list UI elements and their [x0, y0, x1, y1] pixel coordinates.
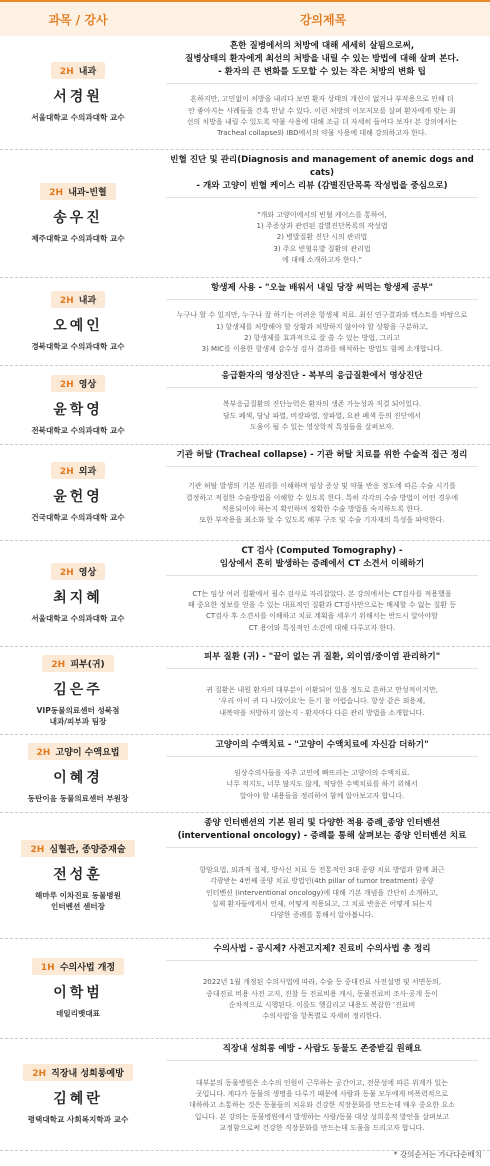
lecture-row: [0, 647, 490, 735]
lecture-title: 수의사법 - 공시제? 사전고지제? 진료비 수의사법 총 정리: [166, 943, 478, 961]
hours-label: 2H: [30, 844, 45, 855]
subject-label: 피부(귀): [70, 659, 105, 670]
instructor-name: 김은주: [53, 681, 103, 698]
subject-chip: [21, 840, 134, 857]
table-header: [0, 0, 490, 36]
lecture-cell: [156, 541, 490, 646]
subject-chip: [51, 291, 105, 308]
subject-chip: [51, 62, 105, 79]
hours-label: 1H: [40, 963, 55, 973]
instructor-cell: [0, 36, 156, 149]
instructor-cell: [0, 150, 156, 277]
hours-label: 2H: [59, 568, 74, 578]
instructor-cell: [0, 647, 156, 734]
subject-label: 내과: [78, 296, 97, 306]
lecture-title: 고양이의 수액치료 - "고양이 수액치료에 자신감 더하기": [166, 739, 478, 757]
instructor-cell: [0, 445, 156, 540]
instructor-name: 오예인: [53, 318, 103, 334]
lecture-title: 직장내 성희롱 예방 - 사람도 동물도 존중받길 원해요: [166, 1043, 478, 1061]
lecture-title: CT 검사 (Computed Tomography) - 임상에서 흔히 발생하는 증례에서 CT 소견서 이해하기: [166, 545, 478, 576]
subject-label: 심혈관, 종양중재술: [49, 844, 126, 855]
hours-label: 2H: [59, 467, 74, 477]
lecture-description: CT는 임상 여러 질환에서 필수 검사로 자리잡았다. 본 강의에서는 CT검사를 적용했을 때 중요한 정보를 얻을 수 있는 대표적인 질환과 CT검사만으로는 배제할 수 없는 질환 등 CT검사 후 소견서를 이해하고 치료 계획을 세우기 위해서는 반드시 알아야할 CT 용어와 특징적인 소견에 대해 다루고자 한다.: [188, 589, 456, 632]
lecture-row: [0, 541, 490, 647]
subject-chip: [51, 375, 105, 392]
hours-label: 2H: [51, 659, 66, 670]
lecture-row: [0, 366, 490, 445]
subject-label: 영상: [78, 568, 97, 578]
subject-chip: [23, 1064, 133, 1081]
hours-label: 2H: [59, 296, 74, 306]
instructor-cell: [0, 813, 156, 938]
lecture-cell: [156, 813, 490, 938]
lecture-description: 항암요법, 외과적 절제, 방사선 치료 등 전통적인 3대 종양 치료 방법과 함께 최근 각광받는 4번째 종양 치료 방법인(4th pillar of tumor treatment) 종양 인터벤션 (interventional oncology)에 대해 기본 개념을 간단히 소개하고, 실제 환자들에게서 언제, 어떻게 적용되고, 그 치료 반응은 어떻게 되는지 다양한 증례를 통해서 알아봅니다.: [199, 866, 445, 920]
subject-label: 직장내 성희롱예방: [51, 1069, 124, 1079]
lecture-description: 임상수의사들을 자주 고민에 빠뜨리는 고양이의 수액치료. 너무 적지도, 너무 많지도 않게, 적당한 수액치료를 하기 위해서 알아야 할 내용들을 정리하여 함께 알아보고자 합니다.: [226, 768, 418, 800]
instructor-name: 김혜란: [53, 1091, 103, 1107]
lecture-row: [0, 150, 490, 278]
instructor-affiliation: 경북대학교 수의과대학 교수: [31, 342, 125, 351]
instructor-name: 서경원: [53, 89, 103, 105]
instructor-affiliation: 해마루 이차진료 동물병원 인터벤션 센터장: [35, 890, 121, 911]
lecture-cell: [156, 735, 490, 812]
instructor-affiliation: 건국대학교 수의과대학 교수: [31, 513, 125, 522]
subject-chip: [51, 462, 105, 479]
lecture-description: 기관 허탈 발생의 기본 원리를 이해하며 임상 증상 및 약물 반응 정도에 따른 수술 시기를 결정하고 적절한 수술방법을 이해할 수 있도록 한다. 특히 각각의 수술 방법이 어떤 경우에 적용되어야 하는지 확인하며 정확한 수술 방법을 숙지하도록 한다. 또한 부작용을 최소화 할 수 있도록 해부 구조 및 수술 기자재의 특성을 파악한다.: [185, 482, 459, 525]
hours-label: 2H: [59, 379, 74, 390]
lecture-title: 기관 허탈 (Tracheal collapse) - 기관 허탈 치료를 위한 수술적 접근 정리: [166, 449, 478, 467]
lecture-title: 피부 질환 (귀) - "끝이 없는 귀 질환, 외이염/중이염 관리하기": [166, 651, 478, 669]
subject-label: 영상: [78, 379, 97, 390]
instructor-affiliation: 평택대학교 사회복지학과 교수: [27, 1115, 129, 1124]
hours-label: 2H: [59, 67, 74, 77]
lecture-cell: [156, 150, 490, 277]
lecture-description: 복부응급질환의 진단능력은 환자의 생존 가능성과 직결 되어있다. 담도 폐색, 담낭 파열, 비장파열, 장파열, 요관 폐색 등의 진단에서 도움이 될 수 있는 영상학적 특징들을 살펴보자.: [222, 400, 422, 432]
lecture-cell: [156, 278, 490, 365]
subject-chip: [42, 655, 113, 672]
header-subject-instructor: 과목 / 강사: [48, 12, 108, 27]
subject-chip: [28, 743, 129, 760]
ordering-footnote: * 강의순서는 가나다순배치: [393, 1150, 482, 1159]
instructor-cell: [0, 366, 156, 444]
instructor-name: 윤학영: [53, 401, 103, 418]
instructor-name: 전성훈: [53, 866, 103, 883]
instructor-cell: [0, 278, 156, 365]
lecture-title: 항생제 사용 - "오늘 배워서 내일 당장 써먹는 항생제 공부": [166, 282, 478, 300]
instructor-cell: [0, 1039, 156, 1150]
instructor-affiliation: 제주대학교 수의과대학 교수: [31, 234, 125, 243]
lecture-row: [0, 278, 490, 366]
instructor-affiliation: 서울대학교 수의과대학 교수: [31, 614, 125, 623]
lecture-description: 귀 질환은 내원 환자의 대부분이 이환되어 있을 정도로 흔하고 만성적이지만, '우리 아이 귀 다 나았어요'는 듣기 참 어렵습니다. 항상 같은 외용제, 내복약을 처방하지 않는지 - 환자마다 다른 관리 방법을 소개합니다.: [206, 685, 438, 717]
subject-label: 내과-빈혈: [68, 188, 107, 198]
lecture-cell: [156, 366, 490, 444]
subject-label: 수의사법 개정: [59, 963, 116, 973]
instructor-affiliation: 서울대학교 수의과대학 교수: [31, 113, 125, 122]
instructor-name: 윤헌영: [53, 489, 103, 505]
lecture-description: 2022년 1월 개정된 수의사법에 따라, 수술 등 중대진료 사전설명 및 서면동의, 중대진료 비용 사전 고지, 진찰 등 진료비용 게시, 동물진료비 조사·공개 등이 순차적으로 시행된다. 이를도 헷갈리고 내용도 복잡한 '진료비 수의사법'을 항목별로 자세히 정리한다.: [202, 978, 442, 1021]
lecture-row: [0, 939, 490, 1039]
hours-label: 2H: [36, 748, 51, 758]
lecture-description: 대부분의 동물병원은 소수의 인원이 근무하는 공간이고, 전문성에 따른 위계가 있는 곳입니다. 게다가 동물의 생명을 다루기 때문에 사람과 동물 모두에게 비폭력적으로 대하하고 소통하는 것은 동물들의 치유와 건강한 직장문화를 만드는데 매우 중요한 요소 입니다. 본 강의는 동물병원에서 발생하는 사람/동물 대상 성희롱적 발언을 살펴보고 교정함으로써 건강한 직장문화를 만드는데 도움을 드리고자 합니다.: [189, 1078, 455, 1132]
instructor-affiliation: 동탄이음 동물의료센터 부원장: [27, 794, 129, 803]
lecture-row: [0, 813, 490, 939]
subject-chip: [51, 563, 105, 580]
lecture-cell: [156, 36, 490, 149]
lecture-title: 종양 인터벤션의 기본 원리 및 다양한 적용 증례_종양 인터벤션 (interventional oncology) - 증례를 통해 살펴보는 종양 인터벤션 치료: [166, 817, 478, 848]
lecture-row: [0, 36, 490, 150]
instructor-affiliation: VIP동물의료센터 성북점 내과/피부과 팀장: [36, 705, 120, 726]
lecture-title: 흔한 질병에서의 처방에 대해 세세히 살핌으로써, 질병상태의 환자에게 최선의 처방을 내릴 수 있는 방법에 대해 살펴 본다. - 환자의 큰 변화를 도모할 수 있는 작은 처방의 변화 팁: [166, 40, 478, 84]
subject-label: 고양이 수액요법: [55, 748, 120, 758]
instructor-affiliation: 데일리벳대표: [55, 1009, 100, 1018]
header-lecture-title: 강의제목: [299, 12, 347, 27]
lecture-row: [0, 1039, 490, 1151]
instructor-affiliation: 전북대학교 수의과대학 교수: [31, 425, 125, 435]
lecture-title: 응급환자의 영상진단 - 복부의 응급질환에서 영상진단: [166, 370, 478, 388]
subject-label: 내과: [78, 67, 97, 77]
subject-chip: [40, 183, 115, 200]
lecture-row: [0, 445, 490, 541]
instructor-name: 이학범: [53, 985, 103, 1001]
instructor-name: 이혜경: [53, 770, 103, 786]
lecture-cell: [156, 1039, 490, 1150]
lecture-title: 빈혈 진단 및 관리(Diagnosis and management of anemic dogs and cats) - 개와 고양이 빈혈 케이스 리뷰 (감별진단목록 작성법을 중심으로): [166, 154, 478, 198]
lecture-cell: [156, 939, 490, 1038]
lecture-rows: [0, 36, 490, 1151]
lecture-cell: [156, 445, 490, 540]
instructor-name: 최지혜: [53, 590, 103, 606]
instructor-cell: [0, 939, 156, 1038]
subject-label: 외과: [78, 467, 97, 477]
hours-label: 2H: [49, 188, 64, 198]
lecture-row: [0, 735, 490, 813]
subject-chip: [32, 958, 124, 975]
instructor-name: 송우진: [53, 210, 103, 226]
lecture-description: 흔하지만, 고민없이 처방을 내리다 보면 환자 상태의 개선이 없거나 부작용으로 인해 더 안 좋아지는 사례들을 간혹 만날 수 있다. 이런 처방의 이모저모를 살펴 환자에게 맞는 최 선의 처방을 내릴 수 있도록 약물 사용에 대해 조금 더 자세히 들여다 보자! 본 강의에서는 Tracheal collapse와 IBD에서의 약물 사용에 대해 강의하고자 한다.: [186, 95, 458, 138]
lecture-description: 누구나 할 수 있지만, 누구나 잘 하기는 어려운 항생제 치료. 최신 연구결과와 텍스트를 바탕으로 1) 항생제를 처방해야 할 상황과 처방하지 않아야 할 상황을 구분하고, 2) 항생제를 효과적으로 잘 쓸 수 있는 방법, 그리고 3) MIC를 이용한 항생제 감수성 검사 결과를 해석하는 방법도 함께 소개합니다.: [176, 311, 468, 354]
instructor-cell: [0, 541, 156, 646]
instructor-cell: [0, 735, 156, 812]
lecture-description: "개와 고양이에서의 빈혈 케이스를 통하여, 1) 주증상과 관련된 감별진단목록의 작성법 2) 병발질환 진단 시의 관리법 3) 주요 빈혈유발 질환의 관리법 에 대해 소개하고자 한다.": [256, 210, 388, 264]
lecture-cell: [156, 647, 490, 734]
hours-label: 2H: [32, 1069, 46, 1079]
